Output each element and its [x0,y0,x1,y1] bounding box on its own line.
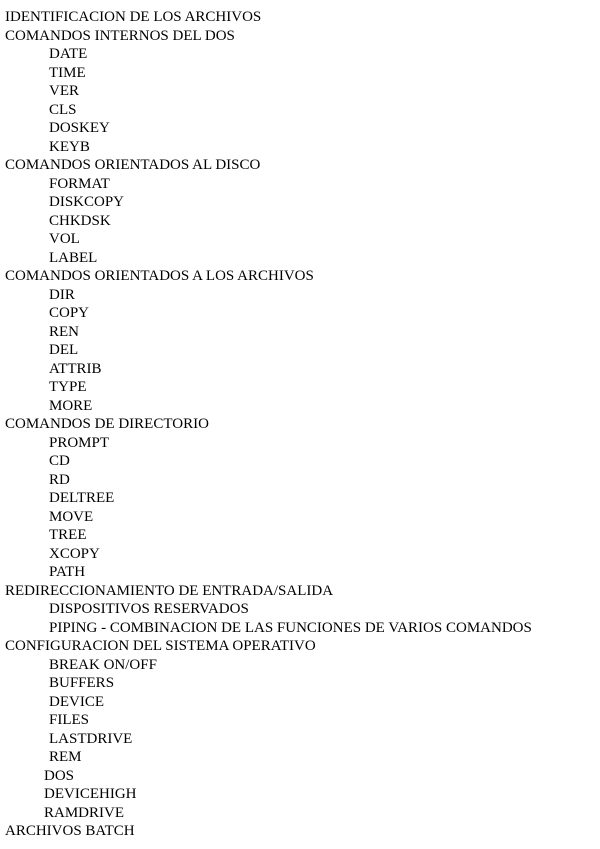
outline-item: DEVICE [49,693,104,710]
outline-item: MORE [49,397,93,414]
outline-item: RAMDRIVE [44,804,125,821]
section-heading: COMANDOS INTERNOS DEL DOS [5,27,235,44]
outline-item: DISPOSITIVOS RESERVADOS [49,601,249,617]
document-outline [5,8,597,841]
outline-item: FORMAT [49,175,110,192]
outline-item: BUFFERS [49,675,115,691]
outline-item: VOL [49,231,80,247]
outline-item: FILES [49,712,90,728]
outline-item: MOVE [49,508,94,525]
outline-item: DEL [49,342,79,358]
outline-item: XCOPY [49,545,100,562]
outline-item: REN [49,323,79,340]
outline-item: DIR [49,286,75,303]
outline-item: DEVICEHIGH [44,786,137,802]
outline-item: DATE [49,46,88,62]
outline-item: PIPING - COMBINACION DE LAS FUNCIONES DE VARIOS COMANDOS [49,619,532,636]
outline-heading: IDENTIFICACION DE LOS ARCHIVOS [5,9,262,25]
outline-item: CHKDSK [49,212,111,229]
outline-item: BREAK ON/OFF [49,656,157,673]
outline-item: COPY [49,305,90,321]
section-comandos-archivos [5,267,597,415]
section-heading: COMANDOS DE DIRECTORIO [5,416,209,432]
outline-item: DISKCOPY [49,194,125,210]
outline-item: DOS [44,767,75,784]
outline-item: KEYB [49,138,90,155]
section-comandos-internos [5,27,597,157]
outline-item: RD [49,471,70,488]
section-heading: COMANDOS ORIENTADOS AL DISCO [5,157,261,173]
outline-item: TIME [49,64,86,81]
outline-item: REM [49,749,82,765]
outline-item: PROMPT [49,434,110,451]
outline-item: VER [49,83,79,99]
outline-item: LABEL [49,249,98,266]
outline-item: CLS [49,101,77,118]
section-comandos-directorio [5,415,597,582]
section-configuracion [5,637,597,822]
section-redireccionamiento [5,582,597,638]
outline-item: DELTREE [49,490,115,506]
section-comandos-disco [5,156,597,267]
section-heading: COMANDOS ORIENTADOS A LOS ARCHIVOS [5,268,314,284]
outline-item: TREE [49,527,87,543]
outline-item: ATTRIB [49,360,102,377]
section-heading: CONFIGURACION DEL SISTEMA OPERATIVO [5,638,316,654]
outline-item: DOSKEY [49,120,110,136]
outline-item: PATH [49,564,86,580]
outline-heading: ARCHIVOS BATCH [5,823,135,839]
outline-item: CD [49,453,70,469]
section-heading: REDIRECCIONAMIENTO DE ENTRADA/SALIDA [5,582,334,599]
outline-item: TYPE [49,379,87,395]
outline-item: LASTDRIVE [49,730,133,747]
